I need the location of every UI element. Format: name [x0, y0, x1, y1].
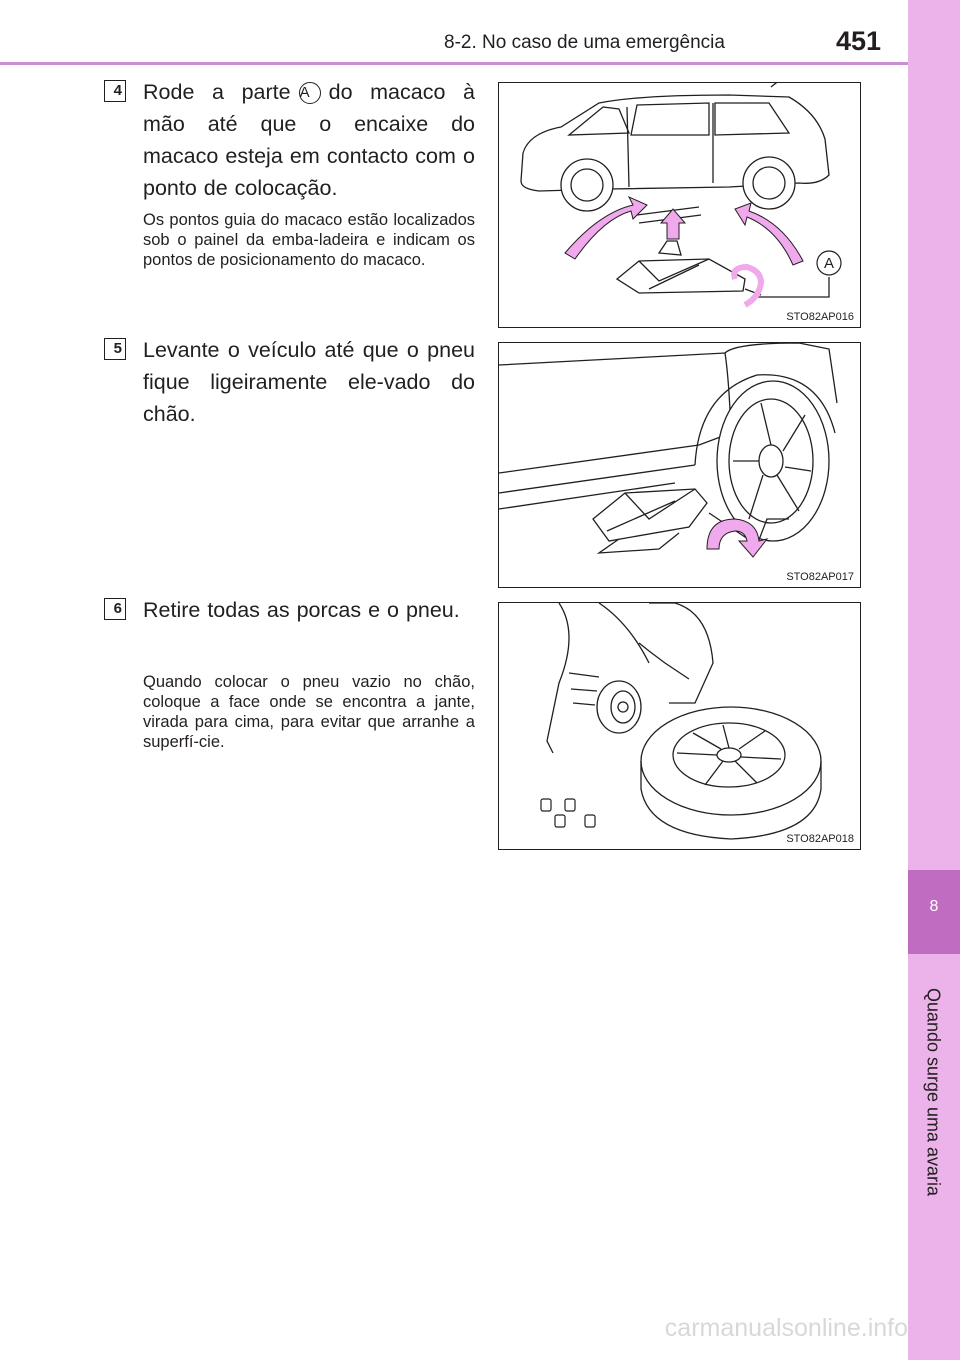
raise-vehicle-illustration	[499, 343, 861, 588]
figure-code: STO82AP016	[786, 311, 854, 323]
car-jack-illustration	[499, 83, 861, 328]
step-number-badge: 6	[104, 598, 126, 620]
chapter-title: Quando surge uma avaria	[923, 987, 944, 1197]
step-number-badge: 5	[104, 338, 126, 360]
chapter-number: 8	[929, 898, 939, 915]
figure-callout-label: A	[823, 255, 835, 272]
watermark-text: carmanualsonline.info	[664, 1314, 908, 1342]
step-instruction: Levante o veículo até que o pneu fique ligeiramente ele-vado do chão.	[143, 338, 475, 426]
step-text-part: do macaco à mão até que o encaixe do macaco esteja em contacto com o ponto de colocação.	[143, 80, 475, 200]
step-note: Quando colocar o pneu vazio no chão, coloque a face onde se encontra a jante, virada para cima, para evitar que arranhe a superfí-cie.	[143, 673, 475, 751]
section-title: 8-2. No caso de uma emergência	[444, 32, 725, 53]
watermark-band	[0, 1300, 960, 1360]
figure-jack-raise	[498, 342, 861, 588]
figure-code: STO82AP017	[786, 571, 854, 583]
header-divider	[0, 62, 908, 65]
figure-jack-placement	[498, 82, 861, 328]
step-instruction: Retire todas as porcas e o pneu.	[143, 598, 460, 622]
remove-tire-illustration	[499, 603, 861, 850]
callout-a-icon: A	[299, 82, 321, 104]
step-instruction	[143, 76, 475, 204]
figure-code: STO82AP018	[786, 833, 854, 845]
step-note: Os pontos guia do macaco estão localizados sob o painel da emba-ladeira e indicam os pontos de posicionamento do macaco.	[143, 211, 475, 269]
chapter-number-box	[908, 870, 960, 954]
step-number-badge: 4	[104, 80, 126, 102]
step-text-part: Rode a parte	[143, 80, 291, 104]
page-number: 451	[836, 26, 882, 56]
figure-remove-tire	[498, 602, 861, 850]
